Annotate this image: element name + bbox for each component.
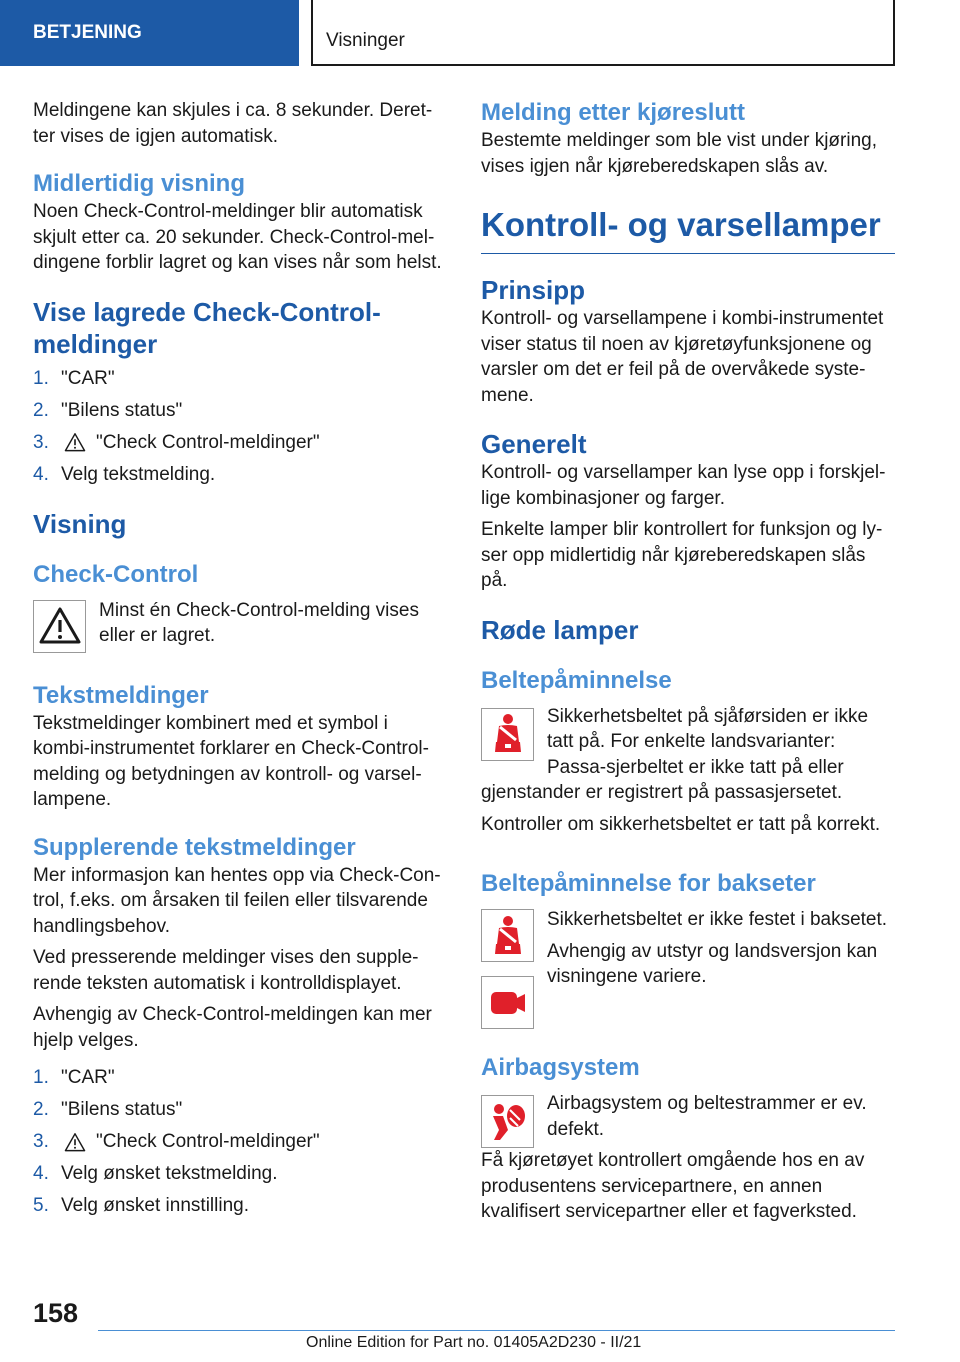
heading-generelt: Generelt (481, 429, 587, 459)
bakseter-text (547, 909, 895, 996)
check-control-icon (33, 600, 86, 653)
list-item: 5. Velg ønsket innstilling. (33, 1195, 249, 1216)
text-airbag-2: Få kjøretøyet kontrollert omgående hos en av produsentens servicepartnere, en annen kvalifisert servicepartner eller et fagverksted. (481, 1150, 865, 1222)
text-supplerende-2: Ved presserende meldinger vises den supple-rende teksten automatisk i kontrolldisplayet. (33, 947, 419, 994)
text-etter: Bestemte meldinger som ble vist under kjøring, vises igjen når kjøreberedskapen slås av. (481, 130, 877, 177)
heading-visning: Visning (33, 508, 127, 539)
text-generelt-2: Enkelte lamper blir kontrollert for funksjon og ly-ser opp midlertidig når kjøreberedskapen slås på. (481, 519, 883, 591)
text-checkcontrol: Minst én Check-Control-melding vises eller er lagret. (99, 599, 419, 646)
heading-lagrede: Vise lagrede Check-Control-meldinger (33, 296, 381, 359)
seatbelt-icon (488, 712, 528, 756)
text-airbag-1: Airbagsystem og beltestrammer er ev. defekt. (547, 1093, 867, 1140)
section-title: BETJENING (33, 22, 142, 43)
steps-lagrede (33, 366, 445, 488)
chapter-tab (311, 0, 895, 66)
intro-text: Meldingene kan skjules i ca. 8 sekunder. Deret-ter vises de igjen automatisk. (33, 100, 433, 147)
left-column (33, 98, 445, 1225)
text-midlertidig: Noen Check-Control-meldinger blir automatisk skjult etter ca. 20 sekunder. Check-Control-mel-dingene forblir lagret og kan vises når som helst. (33, 201, 442, 273)
right-column (481, 98, 895, 1231)
heading-etter: Melding etter kjøreslutt (481, 99, 746, 126)
rear-seatbelt-lamp (481, 909, 534, 962)
checkcontrol-row (33, 600, 445, 655)
text-beltepaminnelse-2: Kontroller om sikkerhetsbeltet er tatt på korrekt. (481, 813, 881, 835)
text-beltepaminnelse: Sikkerhetsbeltet på sjåførsiden er ikke tatt på. For enkelte landsvarianter: Passa-sjerbeltet er ikke tatt på eller gjenstander er registrert på passasjersetet. (481, 705, 869, 803)
heading-bakseter: Beltepåminnelse for bakseter (481, 870, 816, 897)
list-item: 3. "Check Control-meldinger" (33, 1131, 320, 1152)
warning-triangle-icon (38, 606, 82, 646)
text-supplerende-1: Mer informasjon kan hentes opp via Check-Con-trol, f.eks. om årsaken til feilen eller tilsvarende handlingsbehov. (33, 864, 441, 937)
footer-divider (98, 1330, 895, 1331)
text-tekstmeldinger: Tekstmeldinger kombinert med et symbol i kombi-instrumentet forklarer en Check-Control-melding og betydningen av kontroll- og varsel-lampene. (33, 712, 429, 810)
heading-checkcontrol: Check-Control (33, 560, 199, 588)
warning-triangle-icon (64, 432, 86, 452)
bakseter-row (481, 909, 895, 1043)
text-bakseter-1: Sikkerhetsbeltet er ikke festet i baksetet. (547, 909, 888, 930)
list-item: 1. "CAR" (33, 367, 115, 389)
list-item: 1. "CAR" (33, 1067, 115, 1088)
airbag-lamp (481, 1095, 534, 1148)
belte-block (481, 704, 895, 838)
chapter-title: Visninger (326, 30, 405, 51)
list-item: 2. "Bilens status" (33, 1099, 183, 1120)
text-supplerende-3: Avhengig av Check-Control-meldingen kan mer hjelp velges. (33, 1004, 432, 1051)
seatbelt-icon (488, 914, 528, 958)
bakseter-icons (481, 909, 534, 1043)
heading-kontroll-varsellamper: Kontroll- og varsellamper (481, 205, 895, 254)
text-bakseter-2: Avhengig av utstyr og landsversjon kan visningene variere. (547, 940, 878, 987)
airbag-block (481, 1091, 895, 1225)
page-number: 158 (33, 1298, 79, 1328)
heading-midlertidig: Midlertidig visning (33, 170, 246, 197)
heading-beltepaminnelse: Beltepåminnelse (481, 666, 672, 694)
seatbelt-lamp (481, 708, 534, 761)
text-generelt-1: Kontroll- og varsellamper kan lyse opp i forskjel-lige kombinasjoner og farger. (481, 462, 886, 509)
list-item: 4. Velg ønsket tekstmelding. (33, 1163, 278, 1184)
list-item: 3. "Check Control-meldinger" (33, 431, 320, 453)
heading-airbag: Airbagsystem (481, 1054, 640, 1081)
rear-seat-lamp (481, 976, 534, 1029)
heading-supplerende: Supplerende tekstmeldinger (33, 833, 356, 861)
heading-prinsipp: Prinsipp (481, 275, 586, 305)
list-item: 4. Velg tekstmelding. (33, 463, 216, 485)
edition-text: Online Edition for Part no. 01405A2D230 - II/21 (306, 1334, 642, 1351)
text-prinsipp: Kontroll- og varsellampene i kombi-instrumentet viser status til noen av kjøretøyfunksjonene og varsler om det er feil på de overvåkede syste-mene. (481, 308, 884, 406)
section-tab (0, 0, 299, 66)
heading-rode-lamper: Røde lamper (481, 614, 639, 645)
airbag-icon (486, 1100, 530, 1144)
list-item: 2. "Bilens status" (33, 399, 183, 421)
steps-supplerende (33, 1065, 445, 1219)
warning-triangle-icon (64, 1132, 86, 1152)
heading-tekstmeldinger: Tekstmeldinger (33, 681, 209, 709)
rear-seatbelt-icon (487, 988, 529, 1018)
